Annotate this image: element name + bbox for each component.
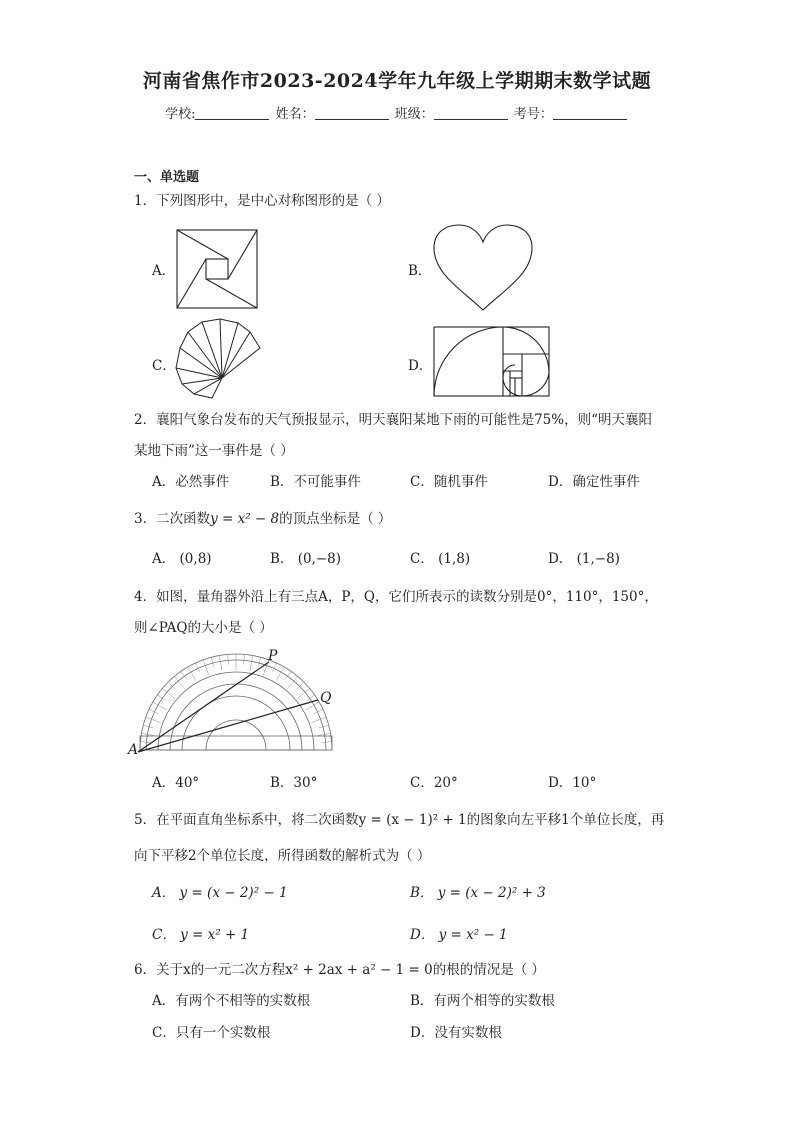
q2-option-c[interactable]: C．随机事件 xyxy=(410,474,488,490)
q6-option-d[interactable]: D．没有实数根 xyxy=(410,1025,502,1041)
school-blank[interactable] xyxy=(195,107,269,120)
ray-ap xyxy=(138,662,269,752)
q5-option-d[interactable]: D． y = x² − 1 xyxy=(410,927,508,943)
q1-figure-b-heart xyxy=(432,224,534,312)
q5-option-a[interactable]: A． y = (x − 2)² − 1 xyxy=(152,885,288,901)
protractor-tick xyxy=(319,725,329,728)
protractor-tick xyxy=(250,655,253,671)
question-4-line-2: 则∠PAQ的大小是（ ） xyxy=(134,620,273,636)
q4-option-c[interactable]: C．20° xyxy=(410,775,458,791)
point-label-a: A xyxy=(128,742,139,758)
q1-label-b: B． xyxy=(408,263,432,279)
question-2-line-2: 某地下雨”这一事件是（ ） xyxy=(134,443,294,459)
q1-label-d: D． xyxy=(408,358,433,374)
question-2-line-1: 2．襄阳气象台发布的天气预报显示，明天襄阳某地下雨的可能性是75%，则“明天襄阳 xyxy=(134,412,652,428)
name-blank[interactable] xyxy=(315,107,389,120)
ray-aq xyxy=(138,700,318,752)
q3-option-a[interactable]: A． (0,8) xyxy=(152,551,212,567)
protractor-tick xyxy=(153,702,167,710)
page-title: 河南省焦作市2023-2024学年九年级上学期期末数学试题 xyxy=(142,70,652,92)
q2-option-d[interactable]: D．确定性事件 xyxy=(548,474,640,490)
q3-formula: y = x² − 8 xyxy=(210,511,280,527)
protractor-tick xyxy=(311,717,326,722)
protractor-tick xyxy=(276,667,284,681)
q6-option-a[interactable]: A．有两个不相等的实数根 xyxy=(152,993,311,1009)
q3-option-b[interactable]: B． (0,−8) xyxy=(270,551,342,567)
protractor-tick xyxy=(188,667,196,681)
class-blank[interactable] xyxy=(434,107,508,120)
q3-option-c[interactable]: C． (1,8) xyxy=(410,551,471,567)
protractor-tick xyxy=(322,742,332,743)
protractor-tick xyxy=(228,654,229,664)
q1-label-a: A． xyxy=(152,263,176,279)
q1-figure-a-pinwheel-square xyxy=(176,229,258,309)
q2-option-a[interactable]: A．必然事件 xyxy=(152,474,230,490)
q4-option-b[interactable]: B．30° xyxy=(270,775,318,791)
q1-figure-d-golden-spiral xyxy=(433,326,551,398)
exam-number-label: 考号： xyxy=(513,107,553,122)
q4-option-a[interactable]: A．40° xyxy=(152,775,200,791)
class-label: 班级： xyxy=(394,107,434,122)
protractor-tick xyxy=(219,655,222,671)
protractor-tick xyxy=(297,682,304,689)
q1-figure-c-fan xyxy=(174,318,264,400)
question-6: 6．关于x的一元二次方程x² + 2ax + a² − 1 = 0的根的情况是（ ） xyxy=(134,962,545,978)
question-4-line-1: 4．如图，量角器外沿上有三点A，P，Q，它们所表示的读数分别是0°，110°，150°， xyxy=(134,589,658,605)
question-5-line-2: 向下平移2个单位长度，所得函数的解析式为（ ） xyxy=(134,848,431,864)
q6-option-b[interactable]: B．有两个相等的实数根 xyxy=(410,993,555,1009)
q3-text-after: 的顶点坐标是（ ） xyxy=(279,511,392,527)
point-label-q: Q xyxy=(320,690,332,706)
question-5-line-1: 5．在平面直角坐标系中，将二次函数y = (x − 1)² + 1的图象向左平移1个单位长度，再 xyxy=(134,812,665,828)
protractor-tick xyxy=(211,657,214,667)
exam-number-blank[interactable] xyxy=(553,107,627,120)
protractor-ticks xyxy=(140,654,332,750)
protractor-tick xyxy=(146,717,161,722)
protractor-tick xyxy=(243,654,244,664)
q3-text-before: 3．二次函数 xyxy=(134,511,211,527)
student-info-line xyxy=(0,103,794,122)
protractor-tick xyxy=(140,742,150,743)
q5-option-c[interactable]: C． y = x² + 1 xyxy=(152,927,250,943)
protractor-tick xyxy=(168,682,175,689)
school-label: 学校: xyxy=(165,107,196,122)
protractor-tick xyxy=(143,725,153,728)
q6-option-c[interactable]: C．只有一个实数根 xyxy=(152,1025,271,1041)
point-label-p: P xyxy=(268,648,278,664)
q5-option-b[interactable]: B． y = (x − 2)² + 3 xyxy=(410,885,546,901)
protractor-tick xyxy=(258,657,261,667)
name-label: 姓名： xyxy=(275,107,315,122)
q1-label-c: C． xyxy=(152,358,176,374)
q4-option-d[interactable]: D．10° xyxy=(548,775,597,791)
question-1: 1．下列图形中，是中心对称图形的是（ ） xyxy=(134,193,390,209)
section-heading: 一、单选题 xyxy=(134,170,200,185)
q3-option-d[interactable]: D． (1,−8) xyxy=(548,551,620,567)
question-3 xyxy=(134,509,391,529)
q4-protractor-figure xyxy=(128,648,344,760)
q2-option-b[interactable]: B．不可能事件 xyxy=(270,474,361,490)
protractor-tick xyxy=(203,660,208,675)
